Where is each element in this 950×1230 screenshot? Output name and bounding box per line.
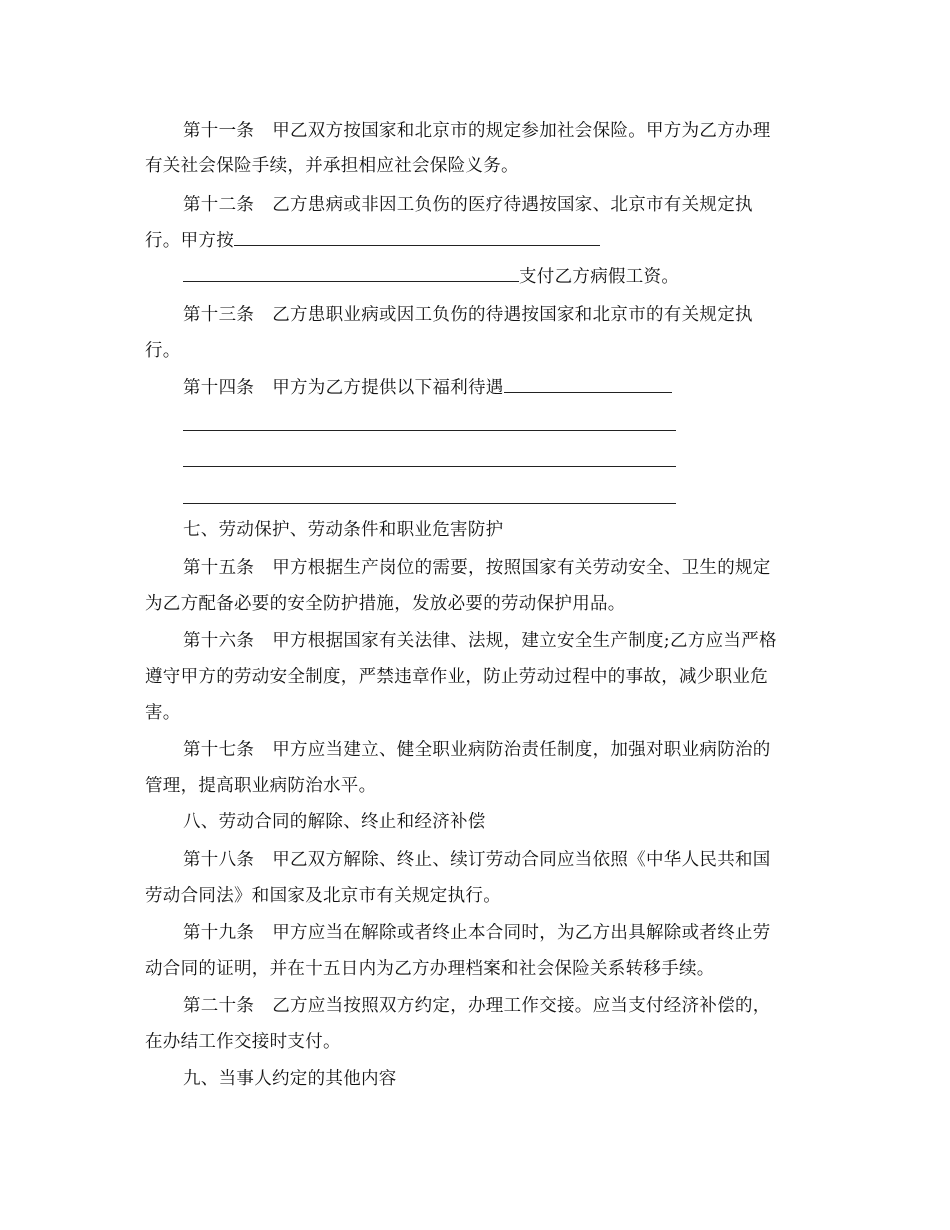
- section-heading-9: 九、当事人约定的其他内容: [183, 1069, 397, 1089]
- article-12-line-1: [183, 193, 753, 217]
- article-number: 第十二条: [183, 195, 255, 215]
- fill-in-line[interactable]: [183, 503, 676, 504]
- article-number: 第十九条: [183, 923, 255, 943]
- article-text: 甲乙双方按国家和北京市的规定参加社会保险。甲方为乙方办理: [272, 121, 771, 141]
- article-text: 乙方患职业病或因工负伤的待遇按国家和北京市的有关规定执: [272, 305, 753, 325]
- article-text: 甲方根据生产岗位的需要，按照国家有关劳动安全、卫生的规定: [272, 558, 771, 578]
- article-12-line-2: [145, 229, 600, 253]
- article-17-line-1: [183, 738, 771, 762]
- article-text: 行。甲方按: [145, 231, 234, 251]
- article-16-line-2: 遵守甲方的劳动安全制度，严禁违章作业，防止劳动过程中的事故，减少职业危: [145, 667, 768, 687]
- article-number: 第十六条: [183, 631, 255, 651]
- fill-in-line[interactable]: [183, 430, 676, 431]
- article-20-line-2: 在办结工作交接时支付。: [145, 1032, 341, 1052]
- article-11-line-1: [183, 119, 771, 143]
- article-text: 甲方应当建立、健全职业病防治责任制度，加强对职业病防治的: [272, 740, 771, 760]
- article-11-line-2: 有关社会保险手续，并承担相应社会保险义务。: [145, 156, 519, 176]
- article-number: 第十三条: [183, 305, 255, 325]
- section-heading-7: 七、劳动保护、劳动条件和职业危害防护: [183, 520, 504, 540]
- article-text: 乙方应当按照双方约定，办理工作交接。应当支付经济补偿的，: [272, 996, 771, 1016]
- article-text: 乙方患病或非因工负伤的医疗待遇按国家、北京市有关规定执: [272, 195, 753, 215]
- fill-in-blank[interactable]: [504, 376, 672, 393]
- article-number: 第十四条: [183, 378, 255, 398]
- article-number: 第十八条: [183, 850, 255, 870]
- article-text: 甲乙双方解除、终止、续订劳动合同应当依照《中华人民共和国: [272, 850, 771, 870]
- article-number: 第十五条: [183, 558, 255, 578]
- article-number: 第十一条: [183, 121, 255, 141]
- article-16-line-1: [183, 629, 777, 653]
- article-19-line-1: [183, 921, 771, 945]
- article-number: 第十七条: [183, 740, 255, 760]
- article-20-line-1: [183, 994, 771, 1018]
- article-13-line-1: [183, 303, 753, 327]
- article-18-line-2: 劳动合同法》和国家及北京市有关规定执行。: [145, 886, 501, 906]
- article-text: 甲方根据国家有关法律、法规，建立安全生产制度;乙方应当严格: [272, 631, 777, 651]
- article-text: 支付乙方病假工资。: [519, 267, 680, 287]
- article-12-line-3: [183, 265, 679, 289]
- fill-in-blank[interactable]: [183, 265, 519, 282]
- article-18-line-1: [183, 848, 771, 872]
- section-heading-8: 八、劳动合同的解除、终止和经济补偿: [183, 812, 486, 832]
- article-16-line-3: 害。: [145, 703, 181, 723]
- article-number: 第二十条: [183, 996, 255, 1016]
- article-15-line-1: [183, 556, 771, 580]
- article-15-line-2: 为乙方配备必要的安全防护措施，发放必要的劳动保护用品。: [145, 594, 626, 614]
- article-14-line-1: [183, 376, 672, 400]
- article-19-line-2: 动合同的证明，并在十五日内为乙方办理档案和社会保险关系转移手续。: [145, 959, 715, 979]
- fill-in-blank[interactable]: [234, 229, 600, 246]
- article-text: 甲方为乙方提供以下福利待遇: [272, 378, 504, 398]
- article-13-line-2: 行。: [145, 341, 181, 361]
- article-17-line-2: 管理，提高职业病防治水平。: [145, 776, 377, 796]
- fill-in-line[interactable]: [183, 466, 676, 467]
- article-text: 甲方应当在解除或者终止本合同时，为乙方出具解除或者终止劳: [272, 923, 771, 943]
